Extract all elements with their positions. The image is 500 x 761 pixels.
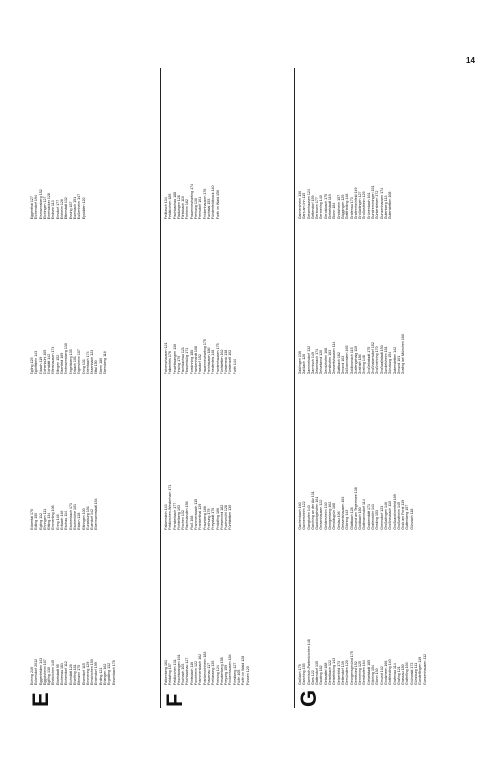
index-entry: Günzburg 111 xyxy=(414,662,419,685)
index-entry: Gilching 154 xyxy=(371,665,376,685)
index-entry: Gundelfingen 119 xyxy=(418,656,423,685)
index-entry: Frankenhardt 108 xyxy=(194,346,199,375)
index-entry: Freudenberg 158 xyxy=(219,657,224,685)
index-entry: Friedenfels 148 xyxy=(211,349,216,375)
index-entry: Germering 140 xyxy=(319,195,324,220)
index-entry: Greiling 148 xyxy=(362,355,367,375)
index-entry: Euerbach 151 xyxy=(72,196,77,220)
index-entry: Grünwald 173 xyxy=(409,662,414,685)
index-entry: Freilassing 135 xyxy=(211,660,216,685)
index-entry: Großhabersdorf 152 xyxy=(371,342,376,375)
section-divider xyxy=(294,68,295,708)
index-entry: Finsing 170 xyxy=(176,355,181,375)
index-entry: Gangkofen 143 xyxy=(306,505,311,530)
index-entry: Eurasburg 101 xyxy=(85,506,90,530)
index-entry: Grafing bei München 160 xyxy=(401,334,406,375)
index-entry: Glonn 130 xyxy=(375,668,380,685)
index-entry: Ebersberg 116 xyxy=(103,351,108,375)
index-entry: Ehringen 111 xyxy=(42,508,47,530)
page-number: 14 xyxy=(466,56,475,65)
index-entry: Falkenberg 161 xyxy=(164,660,168,685)
index-entry: Fürstenfeldbruck 140 xyxy=(211,185,216,220)
index-entry: Friesenried 182 xyxy=(219,504,224,530)
index-entry: Ergolding 132 xyxy=(107,662,112,685)
index-entry: Grafing 121 xyxy=(396,666,401,685)
index-entry: Grafenrheinfeld 149 xyxy=(353,187,358,220)
index-entry: Eiselfing 181 xyxy=(72,664,77,685)
index-entry: Freihung 130 xyxy=(194,198,199,220)
section-g-column xyxy=(298,379,470,530)
index-entry: Gmund 103 xyxy=(340,355,345,375)
index-entry: Gauting 182 xyxy=(319,665,324,685)
index-entry: Gnotzheim 157 xyxy=(336,194,341,220)
index-entry: Gunzenhausen 174 xyxy=(379,187,384,220)
index-entry: Gremsdorf 123 xyxy=(379,505,384,530)
index-entry: Eschenlohe 101 xyxy=(72,503,77,530)
index-entry: Freyung 159 xyxy=(224,664,229,685)
index-entry: Glonn 184 xyxy=(332,202,337,220)
index-entry: Fischbachau 121 xyxy=(181,347,186,375)
index-entry: Furth im Wald 128 xyxy=(241,655,246,685)
index-entry: Gmund am Tegernsee 138 xyxy=(353,487,358,530)
index-entry: Feuchtwangen 161 xyxy=(176,654,181,685)
index-entry: Giebelstadt 185 xyxy=(366,659,371,685)
index-entry: Elsenfeld 169 xyxy=(60,352,65,375)
index-entry: Emersacker 128 xyxy=(47,193,52,220)
index-entry: Gaukönigshofen 161 xyxy=(315,496,320,530)
index-entry: Gars 122 xyxy=(310,670,315,685)
index-entry: Flachslanden 156 xyxy=(185,501,190,530)
index-entry: Gablingen 139 xyxy=(298,351,302,375)
index-entry: Gößweinstein 165 xyxy=(345,345,350,375)
index-entry: Großeibstadt 175 xyxy=(366,346,371,375)
index-entry: Forheim 182 xyxy=(185,199,190,220)
index-entry: Großaitingen 127 xyxy=(358,191,363,220)
index-entry: Eggolsheim 167 xyxy=(42,659,47,685)
index-entry: Elfershausen 174 xyxy=(51,346,56,375)
index-entry: Fraunberg 166 xyxy=(202,506,207,530)
index-entry: Fürsteneck 138 xyxy=(224,349,229,375)
index-entry: Gutenstetten 142 xyxy=(392,346,397,375)
index-entry: Fischbachau 127 xyxy=(185,657,190,685)
index-entry: Großaitingen 146 xyxy=(383,501,388,530)
index-entry: Grub am Forst 119 xyxy=(401,499,406,530)
index-entry: Furth 144 xyxy=(232,359,237,375)
index-entry: Freystadt 170 xyxy=(211,507,216,530)
index-entry: Fensterbach 177 xyxy=(172,502,177,530)
index-entry: Fürstenzell 102 xyxy=(228,349,233,375)
section-e-columns xyxy=(30,68,158,685)
section-letter-e: E xyxy=(28,692,53,707)
index-entry: Guttenberg 157 xyxy=(405,504,410,530)
index-entry: Frickenhausen 176 xyxy=(202,188,207,220)
index-entry: Günzach 118 xyxy=(409,508,414,530)
index-entry: Eckersdorf 2012 xyxy=(34,658,39,685)
index-entry: Gammelsdorf 132 xyxy=(306,345,311,375)
section-g-columns xyxy=(298,68,470,685)
index-entry: Geltendorf 159 xyxy=(310,195,315,220)
index-entry: Gottfrieding 148 xyxy=(345,193,350,220)
index-entry: Grafenau 114 xyxy=(392,663,397,685)
index-entry: Grünenbach 161 xyxy=(366,192,371,220)
index-entry: Frammersbach 115 xyxy=(194,498,199,530)
index-entry: Frankenwinheim 183 xyxy=(202,651,207,685)
index-entry: Eichendorf 112 xyxy=(64,661,69,685)
index-entry: Fünfstetten 162 xyxy=(219,349,224,375)
index-entry: Fünfstetten 130 xyxy=(228,504,233,530)
index-entry: Erbach 101 xyxy=(72,356,77,375)
index-entry: Gunzenhausen 112 xyxy=(422,653,427,685)
index-entry: Fuchstal 153 xyxy=(206,198,211,220)
index-entry: Emskirchen 150 xyxy=(90,659,95,685)
index-entry: Geisenfeld 173 xyxy=(336,660,341,685)
index-entry: Fladungen 128 xyxy=(176,195,181,220)
section-e-column xyxy=(30,534,158,685)
index-entry: Frauenau 117 xyxy=(206,662,211,685)
index-entry: Frontenhausen 175 xyxy=(215,343,220,375)
index-entry: Eichenbühl 105 xyxy=(42,349,47,375)
index-entry: Eibelstadt 95 xyxy=(55,664,60,685)
index-entry: Falkenstein 143 xyxy=(164,504,168,530)
index-entry: Germering 125 xyxy=(358,661,363,685)
index-entry: Eichstätt 126 xyxy=(68,664,73,685)
index-entry: Fürth 105 xyxy=(237,669,242,685)
index-entry: Ettenstatt 132 xyxy=(64,197,69,220)
index-entry: Geltendorf 139 xyxy=(340,661,345,685)
index-entry: Erlenbach 174 xyxy=(85,351,90,375)
index-entry: Gaimersheim 122 xyxy=(302,501,307,530)
index-entry: Großkarolinenfeld 169 xyxy=(392,494,397,530)
index-entry: Eching 219 xyxy=(30,667,34,685)
index-entry: Elsendorf 115 xyxy=(81,663,86,685)
index-entry: Flossenbürg 171 xyxy=(185,347,190,375)
index-entry: Falkenfels 176 xyxy=(168,351,173,375)
section-f-columns xyxy=(164,68,292,685)
index-entry: Gutenstetten 108 xyxy=(388,191,393,220)
index-entry: Eichstätt 142 xyxy=(47,353,52,375)
section-g-column xyxy=(298,534,470,685)
index-entry: Eichendorf 194 xyxy=(34,195,39,220)
index-entry: Gebsattel 188 xyxy=(323,662,328,685)
index-entry: Ebern 180 xyxy=(98,357,103,375)
index-entry: Georgensgmünd 175 xyxy=(349,651,354,685)
index-entry: Giebelstadt 119 xyxy=(328,194,333,220)
index-entry: Fischbachau 188 xyxy=(172,191,177,220)
index-entry: Glattbach 128 xyxy=(349,507,354,530)
index-entry: Glattbach 182 xyxy=(336,352,341,375)
index-entry: Gmund 102 xyxy=(379,666,384,685)
index-entry: Frasdorf 152 xyxy=(198,354,203,375)
index-entry: Eckental 170 xyxy=(30,508,34,530)
index-entry: Göggingen 129 xyxy=(340,194,345,220)
index-entry: Goldkronach 115 xyxy=(349,347,354,375)
index-entry: Erding 121 xyxy=(98,667,103,685)
index-entry: Großmehring 170 xyxy=(375,346,380,375)
index-entry: Egling 125 xyxy=(30,357,34,375)
index-entry: Ettal 150 xyxy=(94,360,99,375)
index-entry: Gottfrieding 140 xyxy=(388,659,393,685)
index-entry: Grassau 180 xyxy=(401,664,406,685)
index-entry: Grafenau 173 xyxy=(349,197,354,220)
index-entry: Flintsbach 110 xyxy=(181,196,186,220)
index-entry: Erlbach 146 xyxy=(60,510,65,530)
index-entry: Egling 112 xyxy=(38,513,43,530)
index-entry: Günzburg 154 xyxy=(388,351,393,375)
section-e xyxy=(30,68,158,708)
index-entry: Gerolzhofen 168 xyxy=(323,347,328,375)
index-entry: Fischach 103 xyxy=(181,663,186,685)
section-g xyxy=(298,68,470,708)
index-entry: Gersthofen 163 xyxy=(328,349,333,375)
index-entry: Geiselhöring 143 xyxy=(332,657,337,685)
index-entry: Eichenau 181 xyxy=(60,663,65,685)
index-entry: Garching an der Alz 131 xyxy=(310,491,315,530)
index-entry: Grabenstätt 171 xyxy=(366,503,371,530)
index-entry: Freinhausen 186 xyxy=(206,347,211,375)
index-entry: Eschau 114 xyxy=(64,511,69,530)
index-entry: Eibach 119 xyxy=(38,356,43,375)
index-entry: Erbendorf 199 xyxy=(94,662,99,685)
section-f xyxy=(164,68,292,708)
index-entry: Gessertshausen 114 xyxy=(332,341,337,375)
index-entry: Feldafing 157 xyxy=(168,663,173,685)
index-entry: Grafrath 186 xyxy=(358,354,363,375)
index-entry: Garmisch 149 xyxy=(310,352,315,375)
index-entry: Ellingen 152 xyxy=(55,354,60,375)
index-entry: Furth im Wald 156 xyxy=(215,190,220,220)
index-entry: Eysölden 120 xyxy=(81,197,86,220)
index-entry: Egloffstein 143 xyxy=(34,350,39,375)
index-entry: Fahrenzhausen 121 xyxy=(164,342,168,375)
index-entry: Emmering 129 xyxy=(85,661,90,685)
index-entry: Gundremmingen 151 xyxy=(371,185,376,220)
index-entry: Goldbach 180 xyxy=(358,507,363,530)
index-entry: Frickenhausen 184 xyxy=(228,654,233,685)
index-entry: Frauenneuharting 174 xyxy=(189,183,194,220)
index-entry: Ergersheim 107 xyxy=(77,349,82,375)
index-entry: Gundelsheim 181 xyxy=(383,346,388,375)
index-entry: Feldkirchen 185 xyxy=(168,193,173,220)
index-entry: Eggenthal 127 xyxy=(30,196,34,220)
index-entry: Greding 153 xyxy=(375,509,380,530)
section-g-column xyxy=(298,223,470,374)
section-letter-f: F xyxy=(162,693,187,707)
index-entry: Freising 124 xyxy=(215,665,220,685)
section-f-column xyxy=(164,379,292,530)
index-entry: Emmerting 106 xyxy=(51,505,56,530)
index-entry: Emtmannsberg 130 xyxy=(64,343,69,375)
index-entry: Großostheim 145 xyxy=(396,501,401,530)
index-entry: Feuchtwangen 130 xyxy=(172,343,177,375)
index-entry: Geslau 106 xyxy=(336,511,341,530)
index-entry: Feldkirchen 131 xyxy=(172,659,177,685)
index-entry: Essing 187 xyxy=(68,201,73,220)
index-entry: Georgenberg 162 xyxy=(328,501,333,530)
index-entry: Gattendorf 135 xyxy=(315,661,320,685)
index-entry: Forstinning 180 xyxy=(189,349,194,375)
index-entry: Fichtelberg 103 xyxy=(176,504,181,530)
section-letter-g: G xyxy=(296,689,321,707)
index-entry: Engelsberg 135 xyxy=(68,349,73,375)
index-entry: Gerbrunn 177 xyxy=(315,197,320,220)
index-entry: Gersthofen 164 xyxy=(362,660,367,685)
index-entry: Garching 155 xyxy=(302,663,307,685)
index-entry: Ebermannstadt 154 xyxy=(94,498,99,530)
index-entry: Elchingen 127 xyxy=(42,196,47,220)
index-entry: Flintsbach 116 xyxy=(189,661,194,685)
index-entry: Großheubach 110 xyxy=(388,501,393,530)
index-entry: Großwallstadt 150 xyxy=(379,345,384,375)
index-entry: Gmund 101 xyxy=(396,355,401,375)
index-entry: Feilitzsch 134 xyxy=(164,197,168,220)
index-entry: Ehekirchen 145 xyxy=(51,660,56,685)
index-entry: Essenbach 178 xyxy=(111,660,116,685)
index-entry: Grafengehaig 119 xyxy=(353,345,358,375)
section-f-column xyxy=(164,68,292,219)
index-entry: Gessertshausen 163 xyxy=(340,496,345,530)
index-entry: Eismannsberg 152 xyxy=(38,189,43,220)
index-entry: Feldkirchen-Westerham 171 xyxy=(168,484,173,530)
section-f-column xyxy=(164,223,292,374)
index-entry: Floß 168 xyxy=(189,515,194,530)
index-entry: Eußenheim 147 xyxy=(77,193,82,220)
index-entry: Eltmann 175 xyxy=(77,664,82,685)
index-entry: Geretsried 152 xyxy=(353,661,358,685)
index-entry: Eggenfelden 143 xyxy=(38,657,43,685)
index-entry: Gnotzheim 166 xyxy=(383,660,388,685)
index-entry: Ettringen 100 xyxy=(81,508,86,530)
index-entry: Ering 131 xyxy=(81,359,86,375)
index-entry: Gebenbach 174 xyxy=(315,348,320,375)
index-entry: Gerolsbach 175 xyxy=(323,193,328,220)
index-entry: Frammersbach 162 xyxy=(198,653,203,685)
index-entry: Essenbach 123 xyxy=(90,349,95,375)
section-e-column xyxy=(30,379,158,530)
index-entry: Freihung 179 xyxy=(206,508,211,530)
index-entry: Gachenbach 160 xyxy=(298,502,302,530)
index-entry: Geisenhausen 124 xyxy=(306,189,311,220)
index-entry: Frauenneuharting 175 xyxy=(202,339,207,375)
index-entry: Großostheim 129 xyxy=(362,191,367,220)
index-entry: Geldersheim 130 xyxy=(323,502,328,530)
index-entry: Gemünden 120 xyxy=(345,660,350,685)
section-divider xyxy=(160,68,161,708)
index-entry: Eslarn 128 xyxy=(77,512,82,530)
index-entry: Gilching 143 xyxy=(345,509,350,530)
section-e-column xyxy=(30,223,158,374)
index-entry: Gars am Inn 115 xyxy=(302,192,307,220)
index-entry: Endsee 113 xyxy=(51,200,56,220)
index-entry: Füssen 120 xyxy=(245,666,250,685)
index-entry: Eglfing 130 xyxy=(47,667,52,685)
index-entry: Gaißach 179 xyxy=(298,664,302,685)
index-entry: Geiselwind 120 xyxy=(319,349,324,375)
index-entry: Ering 146 xyxy=(55,514,60,530)
index-entry: Forchheim 122 xyxy=(194,661,199,685)
index-entry: Fischen 132 xyxy=(181,510,186,530)
index-entry: Edling 150 xyxy=(34,512,39,530)
index-entry: Gutenberg 113 xyxy=(383,195,388,220)
index-entry: Eschenbach 171 xyxy=(68,502,73,530)
index-entry: Frensdorf 101 xyxy=(198,196,203,220)
index-entry: Grafenwöhr 141 xyxy=(371,503,376,530)
index-entry: Geroldsgrün 168 xyxy=(332,502,337,530)
index-entry: Güntersleben 172 xyxy=(375,190,380,220)
index-entry: Gaißach 126 xyxy=(302,353,307,375)
index-entry: Garmisch-Partenkirchen 148 xyxy=(306,639,311,685)
index-entry: Erlangen 162 xyxy=(103,663,108,685)
section-g-column xyxy=(298,68,470,219)
index-entry: Euerdorf 142 xyxy=(90,508,95,530)
index-entry: Fridolfing 166 xyxy=(215,507,220,530)
index-entry: Ensdorf 177 xyxy=(55,199,60,220)
index-entry: Erkheim 126 xyxy=(60,199,65,220)
index-entry: Geisenhausen 122 xyxy=(319,499,324,530)
index-entry: Fuchsmühl 128 xyxy=(224,505,229,530)
section-e-column xyxy=(30,68,158,219)
index-entry: Gräfelfing 163 xyxy=(405,662,410,685)
index-entry: Frankenthal 129 xyxy=(198,503,203,530)
index-entry: Eitting 134 xyxy=(47,512,52,530)
index-entry: Friedberg 127 xyxy=(232,662,237,685)
index-entry: Gottmannsdorf 114 xyxy=(362,499,367,530)
index-entry: Geiselbach 122 xyxy=(328,660,333,685)
section-f-column xyxy=(164,534,292,685)
rotated-index-page xyxy=(30,68,470,708)
index-entry: Gaimersheim 130 xyxy=(298,190,302,220)
